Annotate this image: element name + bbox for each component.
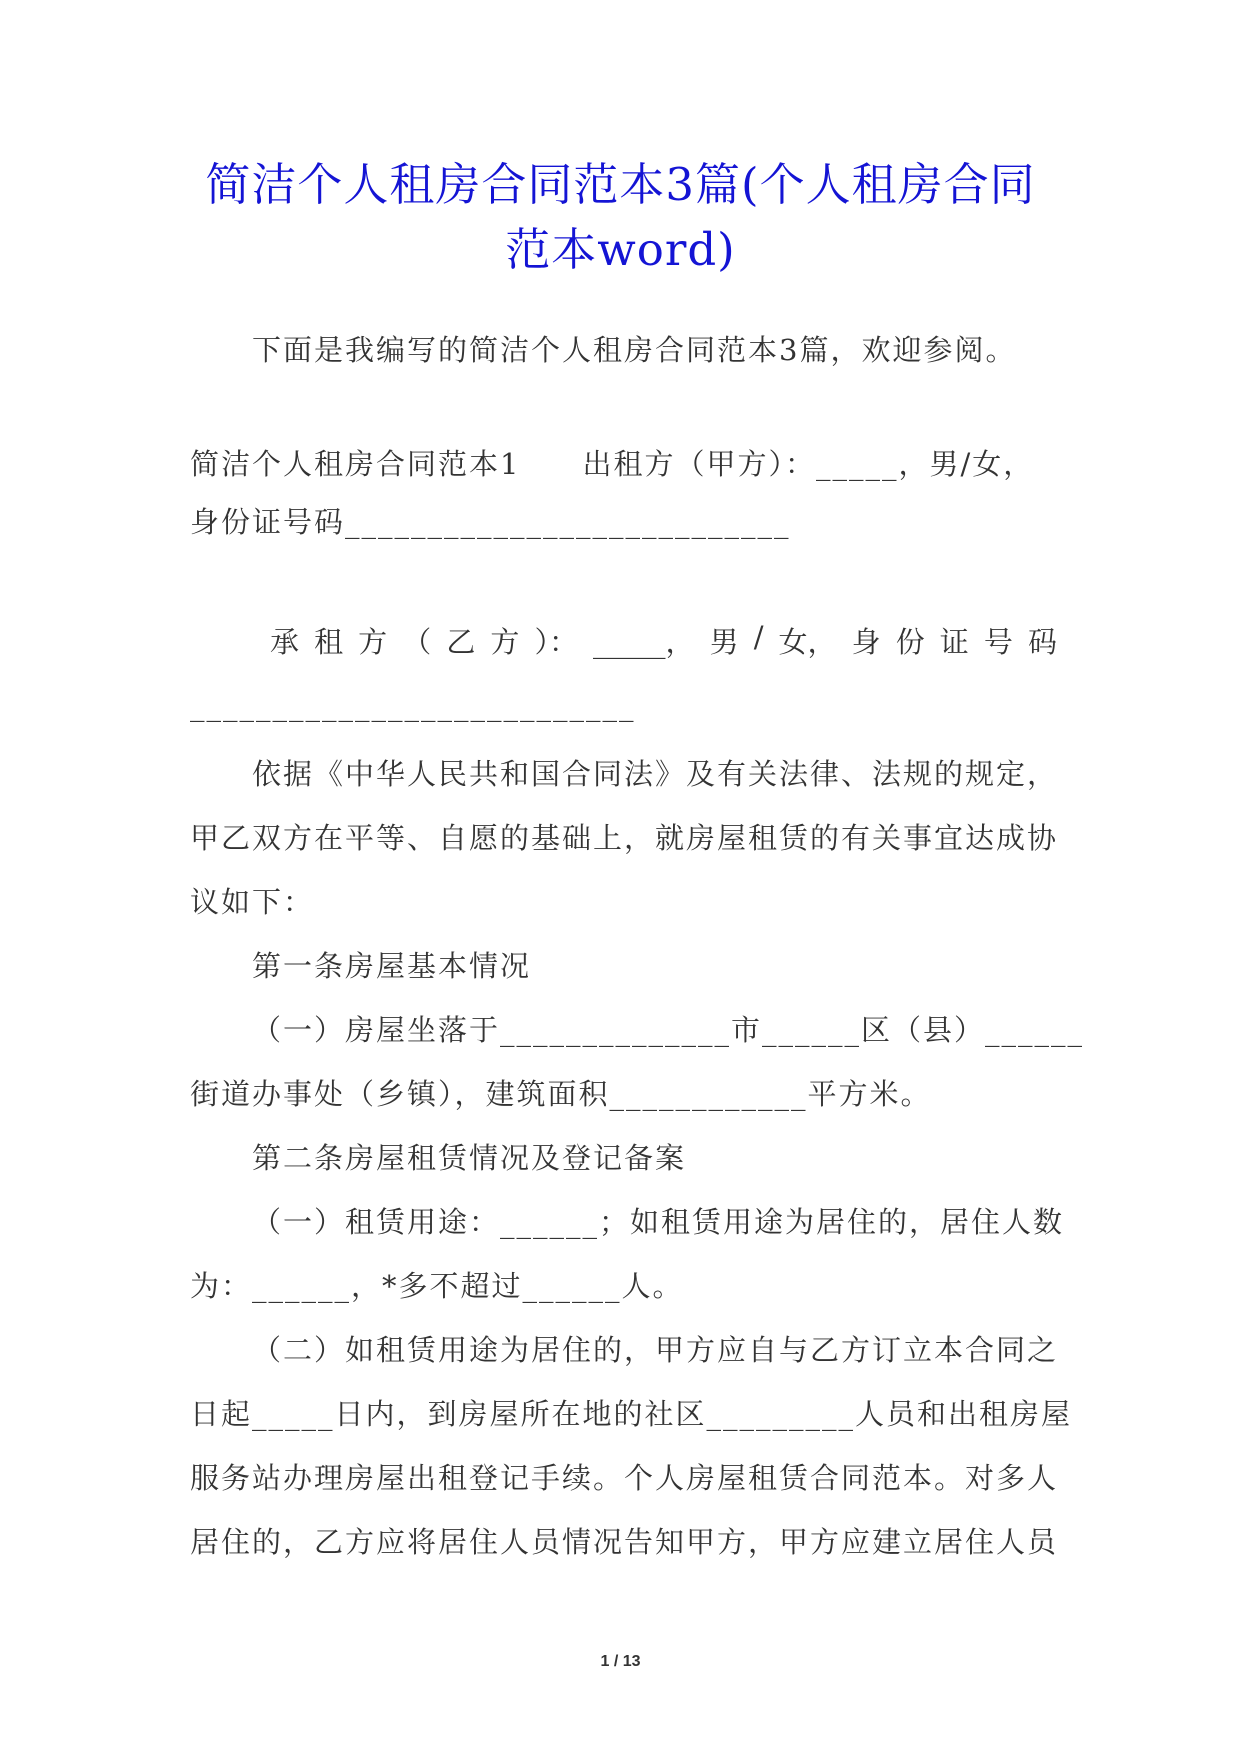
article-2-clause-2-cont-2: 服务站办理房屋出租登记手续。个人房屋租赁合同范本。对多人 — [190, 1461, 1059, 1495]
lessee-id-underline: ___________________________ — [190, 688, 636, 722]
lessee-char: ）： — [534, 625, 578, 659]
lessee-char: 方 — [358, 625, 388, 659]
lessee-char: 号 — [983, 625, 1013, 659]
basis-line-2: 甲乙双方在平等、自愿的基础上，就房屋租赁的有关事宜达成协 — [190, 821, 1059, 855]
lessee-char: 男 — [709, 625, 739, 659]
lessor-id-line: 身份证号码___________________________ — [190, 505, 791, 539]
lessee-char: 码 — [1027, 625, 1057, 659]
title-line-1: 简洁个人租房合同范本3篇(个人租房合同 — [205, 158, 1036, 211]
title-line-2: 范本word) — [505, 223, 736, 276]
contract-1-heading-line: 简洁个人租房合同范本1 出租方（甲方）：_____，男/女， — [190, 447, 1035, 481]
article-2-clause-1-cont: 为：______，*多不超过______人。 — [190, 1269, 684, 1303]
lessee-char: 女， — [778, 625, 837, 659]
page-number: 1 / 13 — [600, 1653, 641, 1670]
lessee-char: / — [753, 620, 764, 654]
intro-paragraph: 下面是我编写的简洁个人租房合同范本3篇，欢迎参阅。 — [252, 333, 1017, 367]
basis-line-1: 依据《中华人民共和国合同法》及有关法律、法规的规定， — [252, 757, 1059, 791]
article-1-heading: 第一条房屋基本情况 — [252, 949, 532, 983]
lessee-char: （ — [402, 625, 432, 659]
lessee-char: 份 — [895, 625, 925, 659]
article-1-clause-1-cont: 街道办事处（乡镇），建筑面积____________平方米。 — [190, 1077, 932, 1111]
article-2-clause-1: （一）租赁用途：______；如租赁用途为居住的，居住人数 — [252, 1205, 1065, 1239]
lessee-char: 租 — [314, 625, 344, 659]
lessee-char: 方 — [490, 625, 520, 659]
article-2-clause-2: （二）如租赁用途为居住的，甲方应自与乙方订立本合同之 — [252, 1333, 1059, 1367]
lessee-line — [270, 620, 1057, 661]
lessee-char: 乙 — [446, 625, 476, 659]
lessee-char: _____， — [593, 625, 695, 659]
lessee-char: 身 — [851, 625, 881, 659]
lessee-char: 承 — [270, 625, 300, 659]
article-2-clause-2-cont-3: 居住的，乙方应将居住人员情况告知甲方，甲方应建立居住人员 — [190, 1525, 1059, 1559]
article-2-clause-2-cont-1: 日起_____日内，到房屋所在地的社区_________人员和出租房屋 — [190, 1397, 1073, 1431]
lessee-char: 证 — [939, 625, 969, 659]
article-1-clause-1: （一）房屋坐落于______________市______区（县）______ — [252, 1013, 1085, 1047]
document-title — [150, 152, 1091, 282]
article-2-heading: 第二条房屋租赁情况及登记备案 — [252, 1141, 687, 1175]
basis-line-3: 议如下： — [190, 885, 315, 919]
